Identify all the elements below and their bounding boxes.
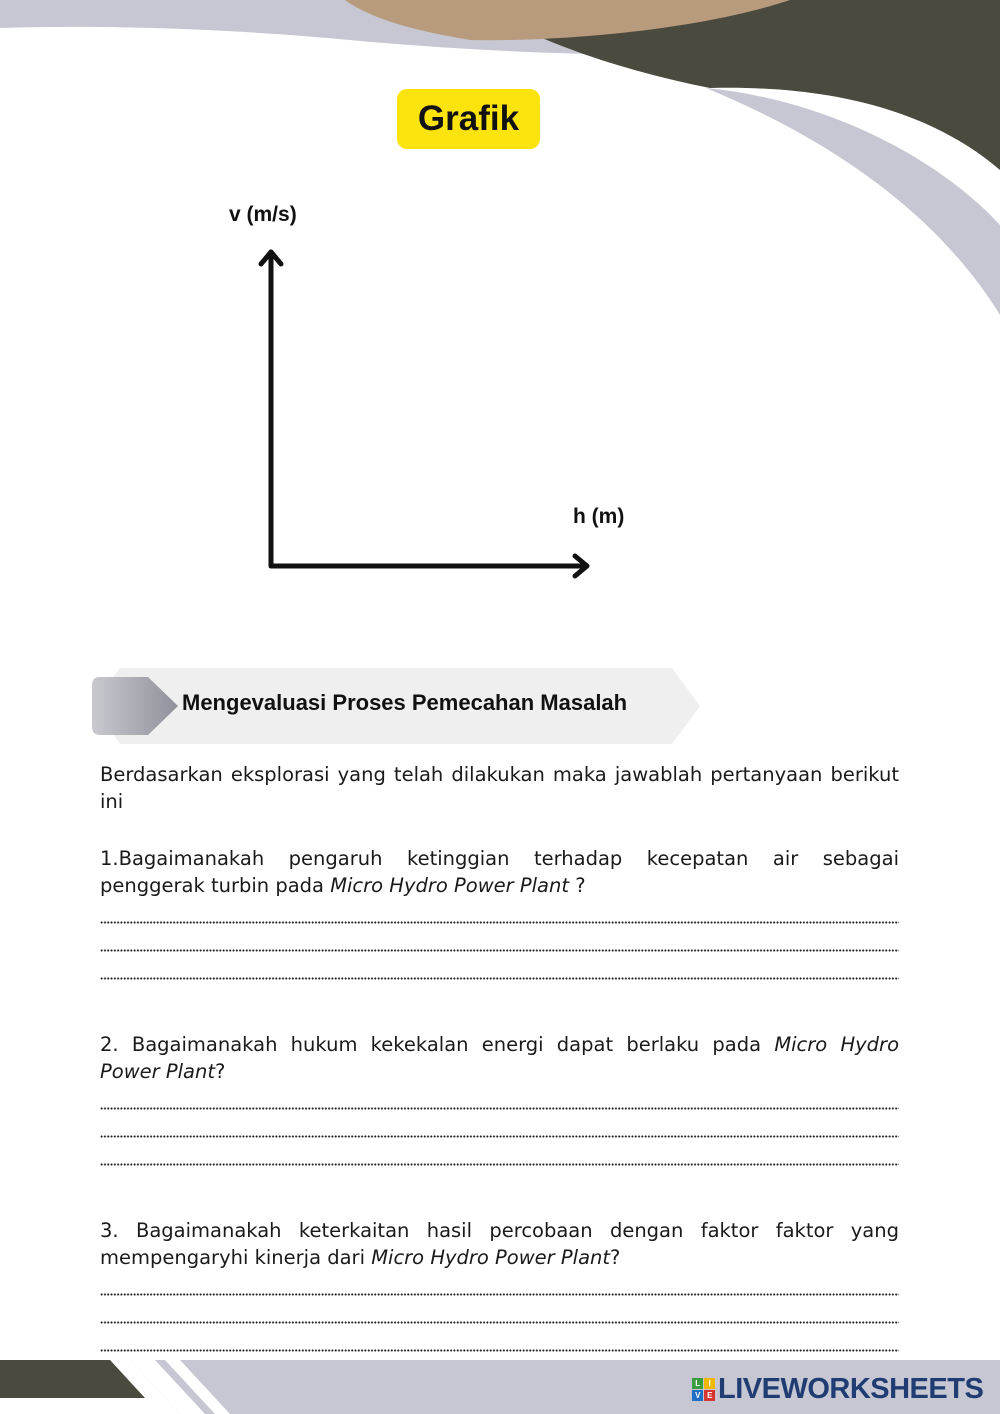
logo-letter: I (704, 1378, 715, 1389)
question-block-2 (100, 1031, 899, 1169)
answer-line[interactable] (100, 1327, 899, 1355)
page-title: Grafik (397, 89, 540, 149)
brand-name: LIVEWORKSHEETS (718, 1373, 984, 1405)
x-axis-label: h (m) (573, 505, 625, 528)
question-block-1 (100, 845, 899, 983)
answer-line[interactable] (100, 1085, 899, 1113)
answer-line[interactable] (100, 1141, 899, 1169)
answer-line[interactable] (100, 955, 899, 983)
answer-line[interactable] (100, 1271, 899, 1299)
empty-graph-axes (0, 0, 1000, 700)
intro-text: Berdasarkan eksplorasi yang telah dilakukan maka jawablah pertanyaan berikut ini (100, 763, 899, 813)
answer-line[interactable] (100, 1113, 899, 1141)
logo-letter: E (704, 1390, 715, 1401)
answer-line[interactable] (100, 1299, 899, 1327)
answer-line[interactable] (100, 899, 899, 927)
liveworksheets-brand[interactable] (692, 1373, 983, 1406)
answer-line[interactable] (100, 927, 899, 955)
logo-letter: V (692, 1390, 703, 1401)
logo-letter: L (692, 1378, 703, 1389)
y-axis-label: v (m/s) (229, 203, 297, 226)
question-1: 1.Bagaimanakah pengaruh ketinggian terhadap kecepatan air sebagai penggerak turbin pada Micro Hydro Power Plant ? (100, 847, 899, 897)
section-title: Mengevaluasi Proses Pemecahan Masalah (182, 690, 628, 715)
liveworksheets-logo-icon (692, 1378, 715, 1401)
question-3: 3. Bagaimanakah keterkaitan hasil percobaan dengan faktor faktor yang mempengaryhi kinerja dari Micro Hydro Power Plant? (100, 1219, 899, 1269)
worksheet-content (100, 761, 899, 1403)
question-2: 2. Bagaimanakah hukum kekekalan energi dapat berlaku pada Micro Hydro Power Plant? (100, 1033, 899, 1083)
question-block-3 (100, 1217, 899, 1355)
